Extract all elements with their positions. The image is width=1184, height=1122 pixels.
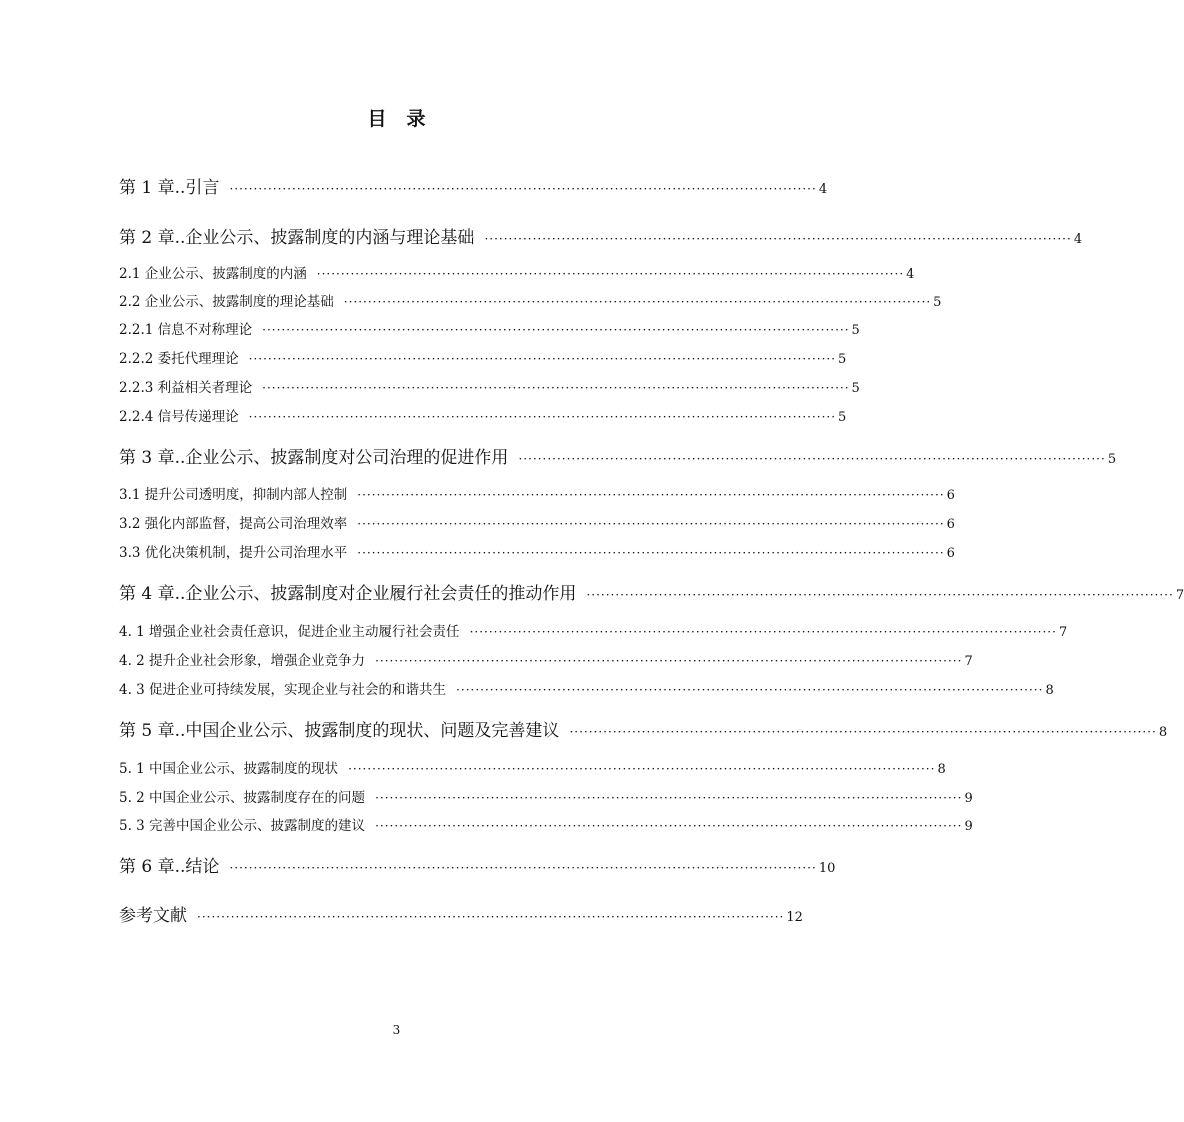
toc-entry-label: 2.2.2 委托代理理论 <box>119 351 239 367</box>
toc-entry-3-1[interactable] <box>119 483 955 503</box>
toc-entry-page: 4 <box>906 267 915 282</box>
toc-entry-label: 第 3 章..企业公示、披露制度对公司治理的促进作用 <box>119 448 509 468</box>
toc-title: 目录 <box>367 108 446 130</box>
toc-entry-label: 第 2 章..企业公示、披露制度的内涵与理论基础 <box>119 228 475 248</box>
toc-entry-chapter-4[interactable] <box>119 579 1184 604</box>
toc-entry-page: 5 <box>838 410 847 425</box>
toc-entry-label: 3.3 优化决策机制，提升公司治理水平 <box>119 545 348 561</box>
toc-entry-chapter-5[interactable] <box>119 716 1168 741</box>
toc-entry-2-2-3[interactable] <box>119 376 860 396</box>
toc-entry-label: 第 4 章..企业公示、披露制度对企业履行社会责任的推动作用 <box>119 584 577 604</box>
toc-entry-label: 2.1 企业公示、披露制度的内涵 <box>119 266 307 282</box>
dot-leader: ·························································································································· <box>316 267 905 281</box>
dot-leader: ·························································································································· <box>348 762 936 776</box>
toc-entry-2-2-1[interactable] <box>119 318 860 338</box>
toc-entry-page: 8 <box>1158 725 1168 740</box>
toc-entry-label: 第 5 章..中国企业公示、披露制度的现状、问题及完善建议 <box>119 721 560 741</box>
dot-leader: ·························································································································· <box>357 546 945 560</box>
toc-entry-page: 9 <box>964 819 973 834</box>
dot-leader: ·························································································································· <box>375 819 963 833</box>
toc-entry-page: 6 <box>946 546 955 561</box>
toc-entry-2-2-4[interactable] <box>119 405 847 425</box>
toc-entry-page: 5 <box>933 295 942 310</box>
dot-leader: ·························································································································· <box>262 381 850 395</box>
toc-entry-page: 12 <box>786 910 803 925</box>
dot-leader: ·························································································································· <box>375 654 963 668</box>
dot-leader: ·························································································································· <box>229 182 817 196</box>
toc-entry-chapter-3[interactable] <box>119 443 1117 468</box>
toc-entry-page: 5 <box>1107 452 1117 467</box>
toc-entry-2-2-2[interactable] <box>119 347 847 367</box>
toc-entry-label: 第 6 章..结论 <box>119 857 220 877</box>
toc-entry-label: 2.2.4 信号传递理论 <box>119 409 239 425</box>
dot-leader: ·························································································································· <box>456 683 1044 697</box>
toc-entry-chapter-6[interactable] <box>119 852 836 877</box>
toc-entry-page: 7 <box>964 654 973 669</box>
dot-leader: ·························································································································· <box>586 588 1174 602</box>
toc-entry-page: 9 <box>964 791 973 806</box>
dot-leader: ·························································································································· <box>248 352 837 366</box>
toc-entry-label: 3.2 强化内部监督，提高公司治理效率 <box>119 516 348 532</box>
dot-leader: ·························································································································· <box>262 323 850 337</box>
toc-entry-label: 5. 1 中国企业公示、披露制度的现状 <box>119 761 339 777</box>
toc-entry-page: 5 <box>851 323 860 338</box>
dot-leader: ·························································································································· <box>569 725 1157 739</box>
toc-entry-4-2[interactable] <box>119 649 973 669</box>
toc-entry-5-3[interactable] <box>119 814 973 834</box>
toc-entry-page: 7 <box>1058 625 1068 640</box>
toc-entry-4-3[interactable] <box>119 678 1054 698</box>
toc-entry-label: 参考文献 <box>119 906 187 926</box>
toc-entry-label: 2.2.3 利益相关者理论 <box>119 380 253 396</box>
toc-entry-page: 4 <box>1073 232 1083 247</box>
toc-entry-page: 10 <box>818 861 836 876</box>
toc-entry-label: 5. 3 完善中国企业公示、披露制度的建议 <box>119 818 366 834</box>
toc-entry-page: 6 <box>946 488 955 503</box>
toc-entry-label: 2.2 企业公示、披露制度的理论基础 <box>119 294 334 310</box>
dot-leader: ·························································································································· <box>518 452 1106 466</box>
toc-entry-label: 3.1 提升公司透明度，抑制内部人控制 <box>119 487 348 503</box>
toc-entry-page: 7 <box>1175 588 1184 603</box>
dot-leader: ·························································································································· <box>375 791 963 805</box>
toc-entry-5-1[interactable] <box>119 757 946 777</box>
toc-entry-label: 2.2.1 信息不对称理论 <box>119 322 253 338</box>
toc-entry-3-2[interactable] <box>119 512 955 532</box>
toc-entry-chapter-2[interactable] <box>119 223 1083 248</box>
toc-entry-5-2[interactable] <box>119 786 973 806</box>
dot-leader: ·························································································································· <box>357 488 945 502</box>
toc-entry-page: 5 <box>838 352 847 367</box>
toc-entry-label: 5. 2 中国企业公示、披露制度存在的问题 <box>119 790 366 806</box>
dot-leader: ·························································································································· <box>343 295 932 309</box>
toc-entry-label: 4. 3 促进企业可持续发展，实现企业与社会的和谐共生 <box>119 682 447 698</box>
toc-entry-4-1[interactable] <box>119 620 1068 640</box>
dot-leader: ·························································································································· <box>357 517 945 531</box>
toc-entry-chapter-1[interactable] <box>119 173 828 198</box>
toc-entry-page: 5 <box>851 381 860 396</box>
dot-leader: ·························································································································· <box>484 232 1072 246</box>
toc-entry-page: 8 <box>1045 683 1054 698</box>
page-number: 3 <box>392 1023 401 1037</box>
dot-leader: ·························································································································· <box>197 910 785 924</box>
dot-leader: ·························································································································· <box>229 861 817 875</box>
toc-entry-2-2[interactable] <box>119 290 942 310</box>
dot-leader: ·························································································································· <box>469 625 1057 639</box>
dot-leader: ·························································································································· <box>248 410 837 424</box>
toc-entry-3-3[interactable] <box>119 541 955 561</box>
toc-entry-references[interactable] <box>119 901 803 926</box>
toc-entry-page: 4 <box>818 182 828 197</box>
toc-entry-label: 4. 1 增强企业社会责任意识，促进企业主动履行社会责任 <box>119 624 460 640</box>
toc-entry-label: 4. 2 提升企业社会形象，增强企业竞争力 <box>119 653 366 669</box>
toc-entry-page: 6 <box>946 517 955 532</box>
toc-entry-label: 第 1 章..引言 <box>119 178 220 198</box>
toc-entry-2-1[interactable] <box>119 262 915 282</box>
toc-entry-page: 8 <box>937 762 946 777</box>
